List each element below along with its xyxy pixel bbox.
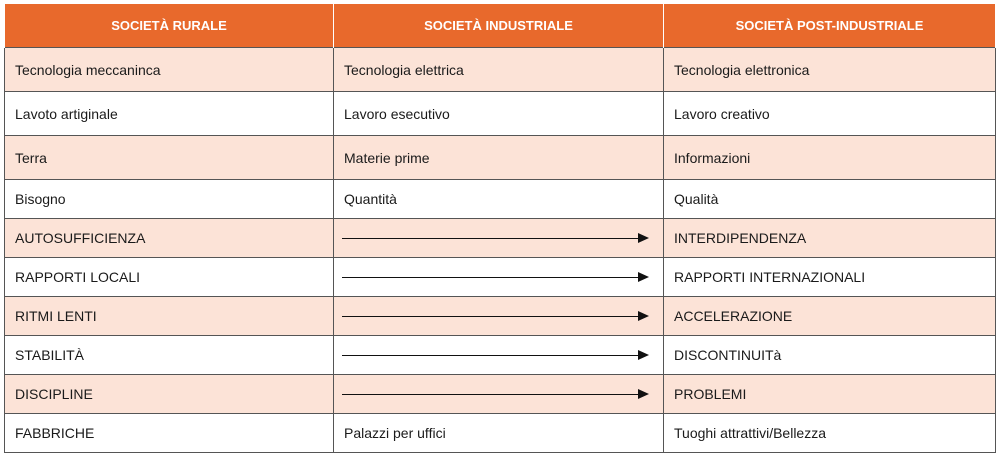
cell-industriale: Tecnologia elettrica [334, 48, 664, 92]
table-row [5, 92, 996, 136]
table-row [5, 219, 996, 258]
header-industriale: SOCIETÀ INDUSTRIALE [334, 4, 664, 48]
table-row [5, 414, 996, 453]
cell-post-industriale: Informazioni [664, 136, 996, 180]
table-row [5, 258, 996, 297]
cell-post-industriale: PROBLEMI [664, 375, 996, 414]
cell-industriale: Palazzi per uffici [334, 414, 664, 453]
cell-rurale: Bisogno [5, 180, 334, 219]
arrow-cell [334, 219, 664, 258]
cell-post-industriale: Lavoro creativo [664, 92, 996, 136]
comparison-table [4, 4, 996, 453]
header-row [5, 4, 996, 48]
cell-post-industriale: ACCELERAZIONE [664, 297, 996, 336]
table-row [5, 180, 996, 219]
cell-post-industriale: RAPPORTI INTERNAZIONALI [664, 258, 996, 297]
cell-post-industriale: DISCONTINUITà [664, 336, 996, 375]
table-row [5, 48, 996, 92]
cell-rurale: RITMI LENTI [5, 297, 334, 336]
cell-rurale: RAPPORTI LOCALI [5, 258, 334, 297]
cell-post-industriale: Qualità [664, 180, 996, 219]
arrow-cell [334, 375, 664, 414]
cell-industriale: Materie prime [334, 136, 664, 180]
table-row [5, 375, 996, 414]
cell-post-industriale: Tecnologia elettronica [664, 48, 996, 92]
cell-post-industriale: INTERDIPENDENZA [664, 219, 996, 258]
table-row [5, 336, 996, 375]
cell-rurale: FABBRICHE [5, 414, 334, 453]
cell-rurale: STABILITÀ [5, 336, 334, 375]
table-row [5, 136, 996, 180]
cell-rurale: AUTOSUFFICIENZA [5, 219, 334, 258]
cell-rurale: Terra [5, 136, 334, 180]
table-row [5, 297, 996, 336]
header-rurale: SOCIETÀ RURALE [5, 4, 334, 48]
arrow-cell [334, 336, 664, 375]
cell-rurale: DISCIPLINE [5, 375, 334, 414]
cell-industriale: Lavoro esecutivo [334, 92, 664, 136]
arrow-cell [334, 258, 664, 297]
arrow-cell [334, 297, 664, 336]
cell-post-industriale: Tuoghi attrattivi/Bellezza [664, 414, 996, 453]
cell-rurale: Tecnologia meccaninca [5, 48, 334, 92]
cell-rurale: Lavoto artiginale [5, 92, 334, 136]
header-post-industriale: SOCIETÀ POST-INDUSTRIALE [664, 4, 996, 48]
cell-industriale: Quantità [334, 180, 664, 219]
